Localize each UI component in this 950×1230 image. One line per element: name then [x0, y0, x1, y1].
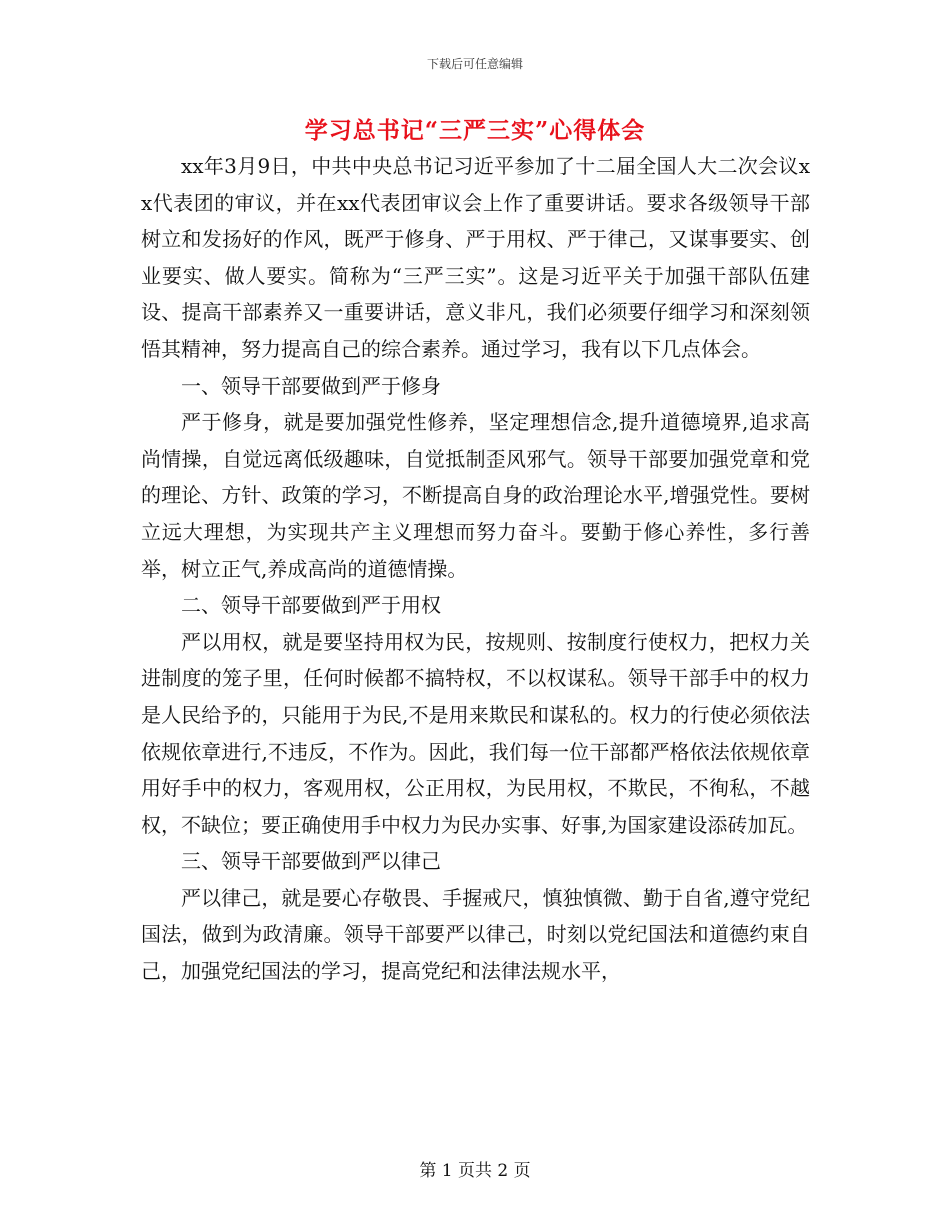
- page-number-footer: 第 1 页共 2 页: [419, 1161, 531, 1181]
- section-paragraph-3: 严以律己，就是要心存敬畏、手握戒尺，慎独慎微、勤于自省,遵守党纪国法，做到为政清廉。领导干部要严以律己，时刻以党纪国法和道德约束自己，加强党纪国法的学习，提高党纪和法律法规水平，: [141, 885, 810, 984]
- document-title: 学习总书记“三严三实”心得体会: [304, 117, 646, 144]
- intro-paragraph: xx年3月9日，中共中央总书记习近平参加了十二届全国人大二次会议xx代表团的审议，并在xx代表团审议会上作了重要讲话。要求各级领导干部树立和发扬好的作风，既严于修身、严于用权、严于律己，又谋事要实、创业要实、做人要实。简称为“三严三实”。这是习近平关于加强干部队伍建设、提高干部素养又一重要讲话，意义非凡，我们必须要仔细学习和深刻领悟其精神，努力提高自己的综合素养。通过学习，我有以下几点体会。: [141, 154, 810, 361]
- section-heading-1: 一、领导干部要做到严于修身: [181, 373, 441, 398]
- section-paragraph-1: 严于修身，就是要加强党性修养，坚定理想信念,提升道德境界,追求高尚情操，自觉远离低级趣味，自觉抵制歪风邪气。领导干部要加强党章和党的理论、方针、政策的学习，不断提高自身的政治理论水平,增强党性。要树立远大理想，为实现共产主义理想而努力奋斗。要勤于修心养性，多行善举，树立正气,养成高尚的道德情操。: [141, 410, 810, 581]
- section-paragraph-2: 严以用权，就是要坚持用权为民，按规则、按制度行使权力，把权力关进制度的笼子里，任何时候都不搞特权，不以权谋私。领导干部手中的权力是人民给予的，只能用于为民,不是用来欺民和谋私的。权力的行使必须依法依规依章进行,不违反，不作为。因此，我们每一位干部都严格依法依规依章用好手中的权力，客观用权，公正用权，为民用权，不欺民，不徇私，不越权，不缺位；要正确使用手中权力为民办实事、好事,为国家建设添砖加瓦。: [141, 629, 810, 837]
- header-note: 下载后可任意编辑: [426, 57, 523, 71]
- section-heading-3: 三、领导干部要做到严以律己: [181, 849, 441, 874]
- document-body: [141, 148, 810, 990]
- section-heading-2: 二、领导干部要做到严于用权: [181, 593, 441, 618]
